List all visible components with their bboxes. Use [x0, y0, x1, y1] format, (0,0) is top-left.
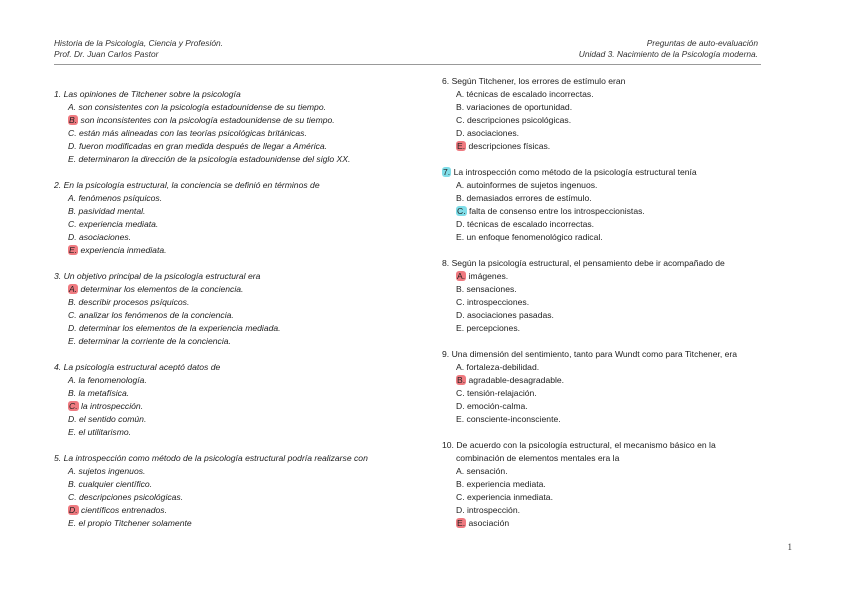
option-letter: D.	[456, 128, 465, 138]
answer-option	[68, 504, 424, 517]
answer-option	[68, 335, 424, 348]
option-letter: C.	[69, 401, 78, 411]
question-stem	[54, 452, 424, 465]
option-text: consciente-inconsciente.	[466, 414, 561, 424]
option-letter: E.	[456, 414, 465, 424]
option-letter: C.	[456, 388, 465, 398]
option-text: demasiados errores de estímulo.	[466, 193, 592, 203]
option-text: determinaron la dirección de la psicología estadounidense del siglo XX.	[78, 154, 351, 164]
option-letter: B.	[456, 284, 465, 294]
question-text: Un objetivo principal de la psicología estructural era	[63, 271, 261, 281]
question-item	[442, 166, 782, 244]
question-number: 1.	[54, 89, 62, 99]
option-text: describir procesos psíquicos.	[78, 297, 190, 307]
answer-option	[456, 413, 782, 426]
question-text: De acuerdo con la psicología estructural, el mecanismo básico en la	[456, 440, 716, 450]
answer-option	[68, 114, 424, 127]
option-letter: E.	[456, 323, 465, 333]
option-text: pasividad mental.	[78, 206, 146, 216]
answer-option	[68, 387, 424, 400]
answer-option	[456, 361, 782, 374]
question-text: En la psicología estructural, la conciencia se definió en términos de	[63, 180, 320, 190]
question-number: 4.	[54, 362, 62, 372]
answer-option	[456, 140, 782, 153]
option-letter: C.	[456, 492, 465, 502]
option-text: tensión-relajación.	[466, 388, 537, 398]
option-text: el propio Titchener solamente	[78, 518, 192, 528]
option-text: experiencia inmediata.	[466, 492, 553, 502]
option-letter: D.	[68, 141, 77, 151]
option-letter: D.	[68, 414, 77, 424]
answer-option	[68, 101, 424, 114]
answer-option	[68, 218, 424, 231]
option-text: introspecciones.	[466, 297, 530, 307]
option-letter: C.	[456, 297, 465, 307]
option-text: variaciones de oportunidad.	[466, 102, 573, 112]
option-list	[442, 361, 782, 426]
option-text: científicos entrenados.	[80, 505, 167, 515]
question-number: 7.	[443, 167, 451, 177]
question-text: La introspección como método de la psicología estructural tenía	[453, 167, 697, 177]
question-item	[54, 270, 424, 348]
answer-option	[456, 283, 782, 296]
answer-option	[68, 374, 424, 387]
option-letter: E.	[456, 232, 465, 242]
question-stem	[442, 439, 782, 452]
question-item	[442, 348, 782, 426]
option-text: la introspección.	[80, 401, 144, 411]
option-text: experiencia inmediata.	[80, 245, 167, 255]
answer-option	[456, 179, 782, 192]
question-stem	[442, 348, 782, 361]
answer-option	[68, 491, 424, 504]
option-list	[54, 374, 424, 439]
course-title: Historia de la Psicología, Ciencia y Profesión.	[54, 38, 223, 48]
option-list	[54, 283, 424, 348]
option-letter: C.	[68, 128, 77, 138]
option-text: son inconsistentes con la psicología estadounidense de su tiempo.	[80, 115, 335, 125]
question-text: Según Titchener, los errores de estímulo eran	[451, 76, 626, 86]
option-text: introspección.	[466, 505, 521, 515]
option-letter: A.	[456, 362, 465, 372]
option-list	[442, 465, 782, 530]
answer-option	[68, 192, 424, 205]
answer-option	[68, 296, 424, 309]
answer-option	[456, 465, 782, 478]
option-letter: E.	[68, 518, 77, 528]
answer-option	[68, 231, 424, 244]
answer-option	[68, 205, 424, 218]
option-text: descripciones psicológicas.	[78, 492, 184, 502]
option-letter: B.	[457, 375, 466, 385]
question-stem	[54, 270, 424, 283]
answer-option	[68, 426, 424, 439]
option-letter: E.	[69, 245, 78, 255]
answer-option	[456, 478, 782, 491]
option-text: analizar los fenómenos de la conciencia.	[78, 310, 234, 320]
option-letter: A.	[68, 466, 77, 476]
answer-option	[456, 504, 782, 517]
option-text: autoinformes de sujetos ingenuos.	[466, 180, 598, 190]
option-text: asociaciones.	[466, 128, 520, 138]
option-text: técnicas de escalado incorrectas.	[466, 219, 595, 229]
option-letter: B.	[69, 115, 78, 125]
question-text: Las opiniones de Titchener sobre la psicología	[63, 89, 241, 99]
option-letter: B.	[68, 206, 77, 216]
option-letter: A.	[456, 466, 465, 476]
option-text: fueron modificadas en gran medida después de llegar a América.	[78, 141, 328, 151]
answer-option	[68, 322, 424, 335]
option-letter: D.	[456, 219, 465, 229]
option-letter: D.	[456, 505, 465, 515]
option-text: asociaciones.	[78, 232, 132, 242]
question-item	[442, 75, 782, 153]
option-letter: A.	[456, 89, 465, 99]
option-letter: A.	[456, 180, 465, 190]
answer-option	[456, 205, 782, 218]
option-letter: E.	[68, 154, 77, 164]
option-letter: D.	[69, 505, 78, 515]
option-text: descripciones psicológicas.	[466, 115, 572, 125]
answer-option	[68, 309, 424, 322]
option-text: sensaciones.	[466, 284, 517, 294]
option-text: la metafísica.	[78, 388, 130, 398]
answer-option	[456, 491, 782, 504]
option-letter: A.	[68, 102, 77, 112]
answer-option	[68, 140, 424, 153]
option-text: agradable-desagradable.	[468, 375, 565, 385]
question-number: 10.	[442, 440, 454, 450]
option-letter: B.	[68, 479, 77, 489]
option-letter: E.	[457, 518, 466, 528]
question-number: 9.	[442, 349, 450, 359]
unit-title: Unidad 3. Nacimiento de la Psicología moderna.	[578, 49, 758, 59]
answer-option	[456, 192, 782, 205]
option-text: asociación	[468, 518, 510, 528]
answer-option	[456, 218, 782, 231]
question-stem	[54, 179, 424, 192]
left-column	[54, 88, 424, 543]
option-letter: B.	[456, 193, 465, 203]
answer-option	[456, 101, 782, 114]
question-stem	[442, 257, 782, 270]
option-text: percepciones.	[466, 323, 521, 333]
option-text: sujetos ingenuos.	[78, 466, 146, 476]
question-item	[54, 452, 424, 530]
question-stem	[442, 75, 782, 88]
question-text: La introspección como método de la psicología estructural podría realizarse con	[63, 453, 368, 463]
option-letter: E.	[68, 427, 77, 437]
option-letter: E.	[68, 336, 77, 346]
option-letter: C.	[457, 206, 466, 216]
option-text: sensación.	[466, 466, 508, 476]
question-text: Una dimensión del sentimiento, tanto para Wundt como para Titchener, era	[451, 349, 738, 359]
option-letter: B.	[456, 102, 465, 112]
option-text: determinar la corriente de la conciencia.	[78, 336, 231, 346]
option-list	[442, 88, 782, 153]
question-text: La psicología estructural aceptó datos de	[63, 362, 221, 372]
option-list	[54, 101, 424, 166]
answer-option	[68, 413, 424, 426]
option-text: el sentido común.	[78, 414, 147, 424]
question-number: 3.	[54, 271, 62, 281]
answer-option	[456, 127, 782, 140]
option-text: experiencia mediata.	[78, 219, 159, 229]
option-letter: C.	[456, 115, 465, 125]
option-text: emoción-calma.	[466, 401, 528, 411]
option-letter: C.	[68, 310, 77, 320]
answer-option	[456, 322, 782, 335]
question-number: 2.	[54, 180, 62, 190]
option-letter: A.	[69, 284, 78, 294]
question-number: 5.	[54, 453, 62, 463]
option-letter: D.	[68, 232, 77, 242]
header-divider	[54, 64, 761, 65]
answer-option	[456, 387, 782, 400]
question-text: Según la psicología estructural, el pensamiento debe ir acompañado de	[451, 258, 725, 268]
option-list	[442, 270, 782, 335]
answer-option	[68, 517, 424, 530]
option-letter: D.	[68, 323, 77, 333]
option-letter: A.	[457, 271, 466, 281]
section-title: Preguntas de auto-evaluación	[646, 38, 758, 48]
question-item	[442, 439, 782, 530]
option-text: determinar los elementos de la conciencia.	[80, 284, 244, 294]
answer-option	[68, 127, 424, 140]
answer-option	[68, 465, 424, 478]
option-text: técnicas de escalado incorrectas.	[466, 89, 594, 99]
option-letter: C.	[68, 492, 77, 502]
option-text: fenómenos psíquicos.	[78, 193, 163, 203]
question-item	[54, 361, 424, 439]
question-item	[54, 179, 424, 257]
answer-option	[456, 296, 782, 309]
answer-option	[456, 309, 782, 322]
question-number: 8.	[442, 258, 450, 268]
option-letter: C.	[68, 219, 77, 229]
option-letter: A.	[68, 375, 77, 385]
option-list	[442, 179, 782, 244]
option-text: falta de consenso entre los introspeccionistas.	[468, 206, 645, 216]
option-text: la fenomenología.	[78, 375, 147, 385]
question-stem	[442, 166, 782, 179]
option-text: están más alineadas con las teorías psicológicas británicas.	[78, 128, 307, 138]
answer-option	[68, 244, 424, 257]
header-right	[579, 38, 758, 60]
question-number: 6.	[442, 76, 450, 86]
answer-option	[456, 400, 782, 413]
answer-option	[68, 478, 424, 491]
answer-option	[68, 400, 424, 413]
option-letter: A.	[68, 193, 77, 203]
question-text-continued: combinación de elementos mentales era la	[456, 453, 620, 463]
option-letter: D.	[456, 401, 465, 411]
option-text: descripciones físicas.	[468, 141, 551, 151]
answer-option	[456, 231, 782, 244]
answer-option	[456, 88, 782, 101]
right-column	[442, 75, 782, 543]
option-text: determinar los elementos de la experiencia mediada.	[78, 323, 281, 333]
header-left	[54, 38, 223, 60]
option-list	[54, 465, 424, 530]
option-text: son consistentes con la psicología estadounidense de su tiempo.	[78, 102, 326, 112]
page-number: 1	[787, 542, 792, 552]
option-letter: D.	[456, 310, 465, 320]
answer-option	[456, 517, 782, 530]
option-list	[54, 192, 424, 257]
option-letter: B.	[68, 388, 77, 398]
question-stem	[54, 361, 424, 374]
option-text: fortaleza-debilidad.	[466, 362, 540, 372]
question-item	[54, 88, 424, 166]
answer-option	[456, 270, 782, 283]
option-letter: B.	[68, 297, 77, 307]
option-text: un enfoque fenomenológico radical.	[466, 232, 603, 242]
answer-option	[456, 374, 782, 387]
option-text: cualquier científico.	[78, 479, 153, 489]
option-letter: B.	[456, 479, 465, 489]
answer-option	[456, 114, 782, 127]
question-stem	[54, 88, 424, 101]
option-letter: E.	[457, 141, 466, 151]
answer-option	[68, 283, 424, 296]
option-text: asociaciones pasadas.	[466, 310, 554, 320]
option-text: experiencia mediata.	[466, 479, 546, 489]
option-text: imágenes.	[468, 271, 509, 281]
option-text: el utilitarismo.	[78, 427, 132, 437]
question-item	[442, 257, 782, 335]
professor-name: Prof. Dr. Juan Carlos Pastor	[54, 49, 159, 59]
answer-option	[68, 153, 424, 166]
